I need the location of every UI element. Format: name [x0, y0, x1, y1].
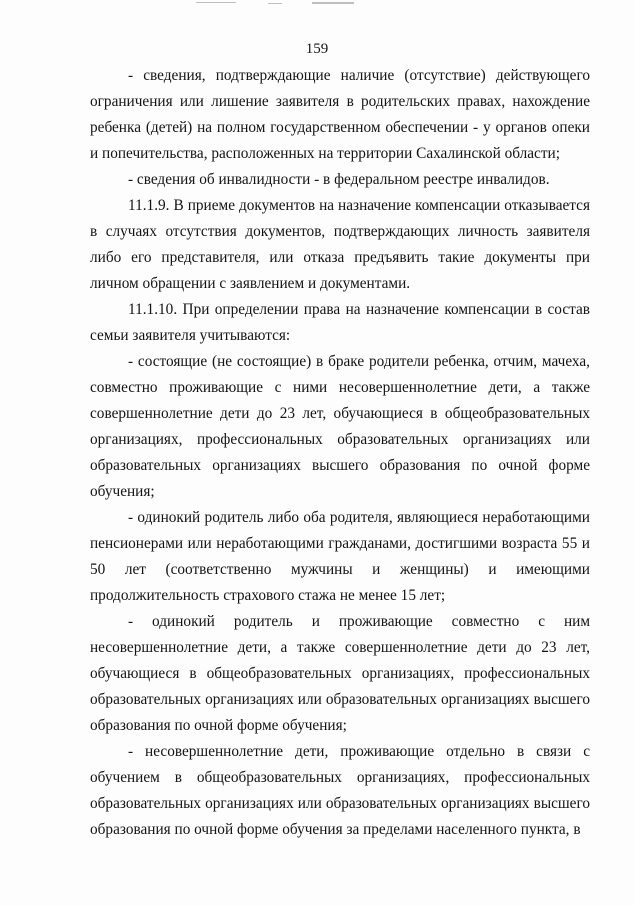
document-body — [90, 63, 590, 843]
paragraph-11-1-10: 11.1.10. При определении права на назначение компенсации в состав семьи заявителя учитываются: — [90, 301, 590, 344]
paragraph-single-parent-children: - одинокий родитель и проживающие совместно с ним несовершеннолетние дети, а также совершеннолетние дети до 23 лет, обучающиеся в общеобразовательных организациях, профессиональных образовательных организациях или образовательных организациях высшего образования по очной форме обучения; — [90, 613, 590, 734]
paragraph-minor-children-separate: - несовершеннолетние дети, проживающие отдельно в связи с обучением в общеобразовательных организациях, профессиональных образовательных организациях или образовательных организациях высшего образования по очной форме обучения за пределами населенного пункта, в — [90, 743, 590, 838]
scan-artifact — [268, 3, 282, 4]
paragraph-single-parent-pensioners: - одинокий родитель либо оба родителя, являющиеся неработающими пенсионерами или неработающими гражданами, достигшими возраста 55 и 50 лет (соответственно мужчины и женщины) и имеющими продолжительность страхового стажа не менее 15 лет; — [90, 509, 590, 604]
scan-artifact — [312, 2, 354, 4]
page-number: 159 — [305, 41, 329, 57]
paragraph-married-parents: - состоящие (не состоящие) в браке родители ребенка, отчим, мачеха, совместно проживающие с ними несовершеннолетние дети, а также совершеннолетние дети до 23 лет, обучающиеся в общеобразовательных организациях, профессиональных образовательных организациях или образовательных организациях высшего образования по очной форме обучения; — [90, 353, 590, 500]
paragraph-11-1-9: 11.1.9. В приеме документов на назначение компенсации отказывается в случаях отсутствия документов, подтверждающих личность заявителя либо его представителя, или отказа предъявить такие документы при личном обращении с заявлением и документами. — [90, 197, 590, 292]
paragraph-disability-info: - сведения об инвалидности - в федеральном реестре инвалидов. — [128, 171, 550, 188]
scan-artifact — [196, 2, 236, 3]
paragraph-guardianship-info: - сведения, подтверждающие наличие (отсутствие) действующего ограничения или лишение заявителя в родительских правах, нахождение ребенка (детей) на полном государственном обеспечении - у органов опеки и попечительства, расположенных на территории Сахалинской области; — [90, 67, 590, 162]
